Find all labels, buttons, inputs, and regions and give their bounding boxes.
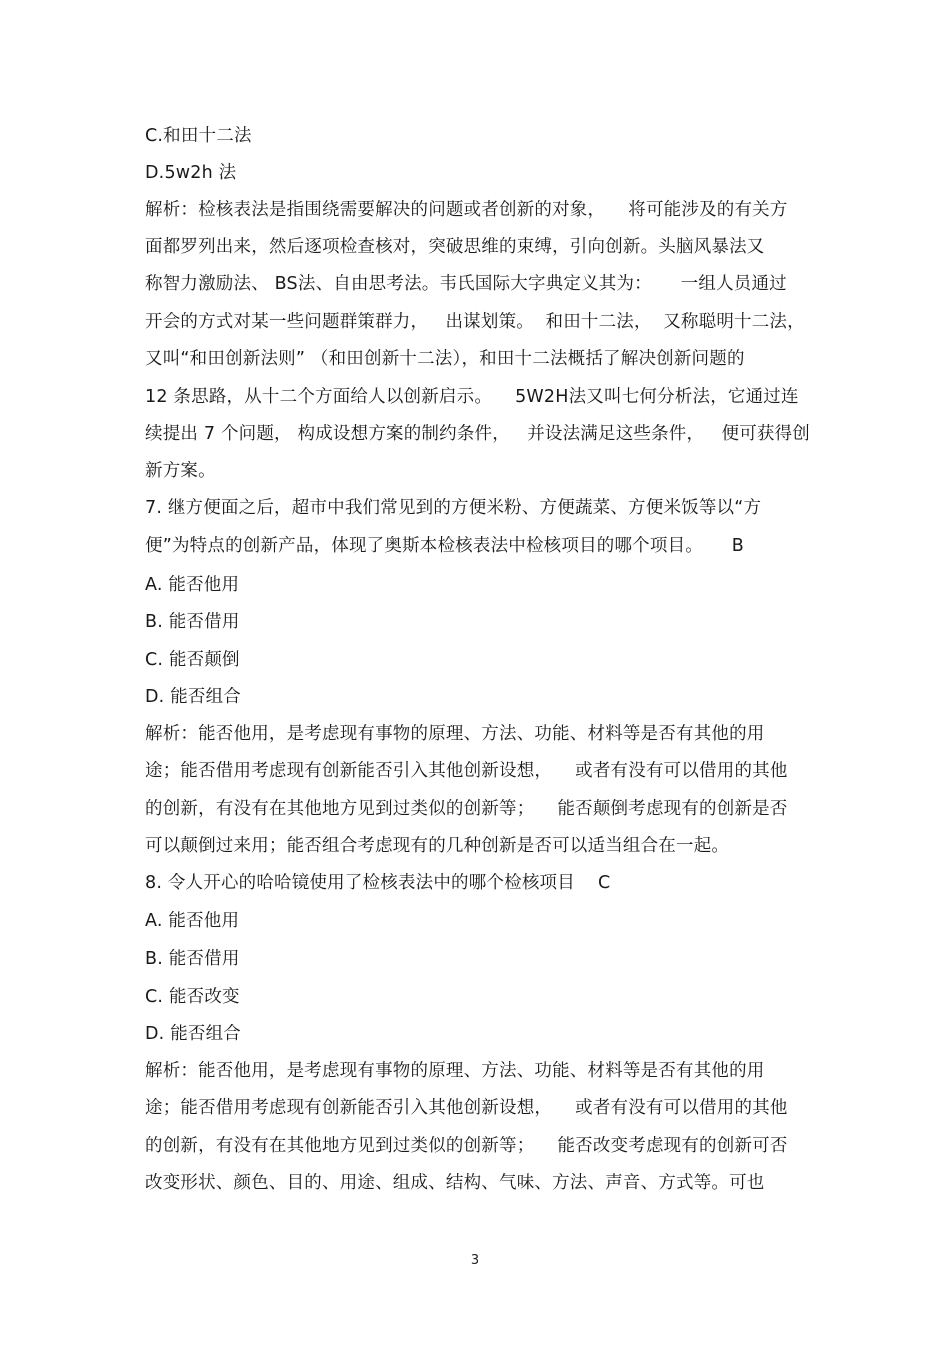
text-line: 称智力激励法、 BS法、自由思考法。韦氏国际大字典定义其为： 一组人员通过	[145, 274, 787, 294]
text-line: 解析：检核表法是指围绕需要解决的问题或者创新的对象， 将可能涉及的有关方	[145, 200, 788, 220]
text-line: D.5w2h 法	[145, 163, 237, 183]
text-line: 面都罗列出来，然后逐项检查核对，突破思维的束缚，引向创新。头脑风暴法又	[145, 237, 765, 257]
option-a: A. 能否他用	[145, 911, 240, 931]
text-line: 途；能否借用考虑现有创新能否引入其他创新设想， 或者有没有可以借用的其他	[145, 1098, 788, 1118]
question-7-continued: 便”为特点的创新产品，体现了奥斯本检核表法中检核项目的哪个项目。 B	[145, 536, 744, 556]
question-7: 7. 继方便面之后，超市中我们常见到的方便米粉、方便蔬菜、方便米饭等以“方	[145, 498, 762, 518]
option-b: B. 能否借用	[145, 612, 240, 632]
text-line: 的创新，有没有在其他地方见到过类似的创新等； 能否改变考虑现有的创新可否	[145, 1136, 788, 1156]
question-8: 8. 令人开心的哈哈镜使用了检核表法中的哪个检核项目 C	[145, 873, 611, 893]
option-a: A. 能否他用	[145, 575, 240, 595]
text-line: 改变形状、颜色、目的、用途、组成、结构、气味、方法、声音、方式等。可也	[145, 1173, 765, 1193]
text-line: C.和田十二法	[145, 126, 252, 146]
option-d: D. 能否组合	[145, 1024, 242, 1044]
option-c: C. 能否颠倒	[145, 650, 240, 670]
option-c: C. 能否改变	[145, 987, 240, 1007]
page-number: 3	[470, 1253, 480, 1268]
text-line: 的创新，有没有在其他地方见到过类似的创新等； 能否颠倒考虑现有的创新是否	[145, 799, 788, 819]
text-line: 又叫“和田创新法则” （和田创新十二法），和田十二法概括了解决创新问题的	[145, 349, 745, 369]
text-line: 开会的方式对某一些问题群策群力， 出谋划策。 和田十二法， 又称聪明十二法，	[145, 312, 805, 332]
text-line: 新方案。	[145, 461, 216, 481]
text-line: 解析：能否他用，是考虑现有事物的原理、方法、功能、材料等是否有其他的用	[145, 724, 765, 744]
text-line: 解析：能否他用，是考虑现有事物的原理、方法、功能、材料等是否有其他的用	[145, 1061, 765, 1081]
text-line: 12 条思路，从十二个方面给人以创新启示。 5W2H法又叫七何分析法，它通过连	[145, 387, 799, 407]
text-line: 可以颠倒过来用；能否组合考虑现有的几种创新是否可以适当组合在一起。	[145, 836, 730, 856]
text-line: 续提出 7 个问题， 构成设想方案的制约条件， 并设法满足这些条件， 便可获得创	[145, 424, 810, 444]
option-b: B. 能否借用	[145, 949, 240, 969]
option-d: D. 能否组合	[145, 687, 242, 707]
text-line: 途；能否借用考虑现有创新能否引入其他创新设想， 或者有没有可以借用的其他	[145, 761, 788, 781]
